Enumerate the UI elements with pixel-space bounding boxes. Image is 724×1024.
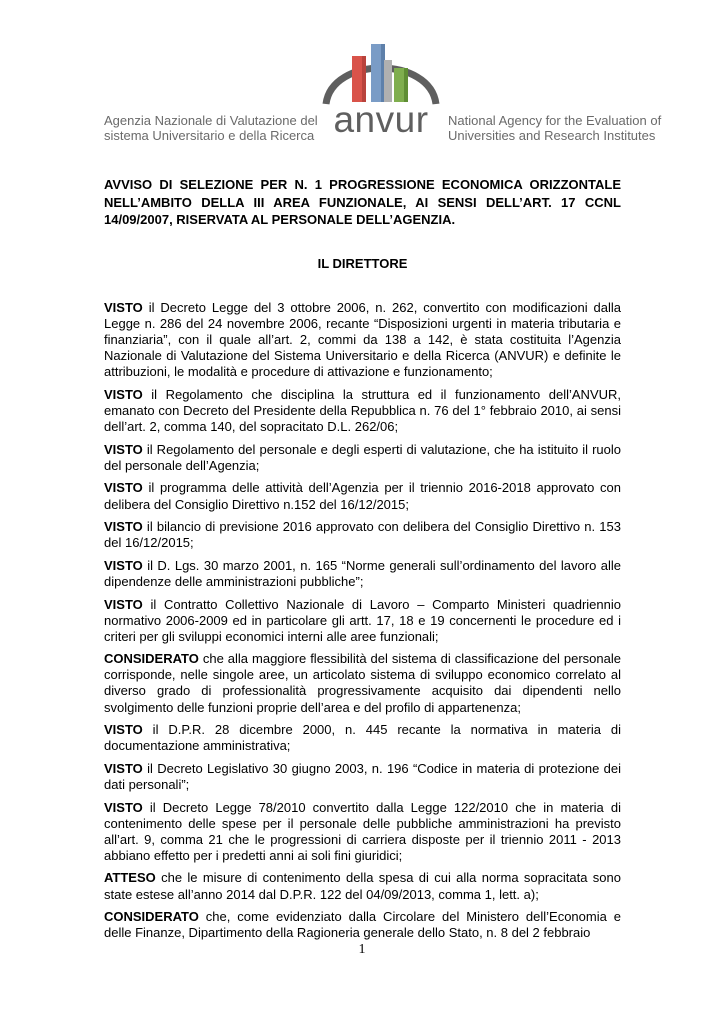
paragraph-lead: VISTO	[104, 596, 143, 612]
paragraph-text: il Decreto Legislativo 30 giugno 2003, n. 196 “Codice in materia di protezione dei dati personali”;	[104, 760, 621, 792]
paragraph-text: il Regolamento che disciplina la struttura ed il funzionamento dell’ANVUR, emanato con Decreto del Presidente della Repubblica n. 76 del 1° febbraio 2010, ai sensi dell’art. 2, comma 140, del sopracitato D.L. 262/06;	[104, 386, 621, 435]
page-number: 1	[358, 942, 366, 957]
paragraph-text: il bilancio di previsione 2016 approvato con delibera del Consiglio Direttivo n. 153 del 16/12/2015;	[104, 519, 621, 551]
paragraph	[104, 300, 621, 380]
paragraph-text: il D. Lgs. 30 marzo 2001, n. 165 “Norme generali sull’ordinamento del lavoro alle dipendenze delle amministrazioni pubbliche”;	[104, 557, 621, 589]
paragraph-lead: VISTO	[104, 760, 143, 776]
agency-en-line-1: National Agency for the Evaluation of	[448, 113, 662, 128]
section-heading: IL DIRETTORE	[317, 256, 408, 271]
logo-bar-red	[352, 56, 362, 102]
logo-bar-green-shade	[404, 68, 408, 102]
paragraph	[104, 519, 621, 551]
paragraph-lead: CONSIDERATO	[104, 909, 199, 925]
document-body	[104, 300, 621, 948]
paragraph-text: che, come evidenziato dalla Circolare del Ministero dell’Economia e delle Finanze, Dipartimento della Ragioneria generale dello Stato, n. 8 del 2 febbraio	[104, 909, 621, 941]
paragraph-lead: VISTO	[104, 799, 143, 815]
agency-it-line-1: Agenzia Nazionale di Valutazione del	[104, 113, 318, 128]
logo-bar-red-shade	[362, 56, 366, 102]
paragraph	[104, 442, 621, 474]
paragraph-text: il Decreto Legge del 3 ottobre 2006, n. 262, convertito con modificazioni dalla Legge n. 286 del 24 novembre 2006, recante “Disposizioni urgenti in materia tributaria e finanziaria”, con il quale all’art. 2, commi da 138 a 142, è stata costituita l’Agenzia Nazionale di Valutazione del Sistema Universitario e della Ricerca (ANVUR) e definite le attribuzioni, le modalità e procedure di attivazione e funzionamento;	[104, 300, 621, 380]
paragraph	[104, 558, 621, 590]
paragraph	[104, 761, 621, 793]
paragraph	[104, 651, 621, 715]
paragraph	[104, 722, 621, 754]
paragraph	[104, 909, 621, 941]
paragraph-lead: VISTO	[104, 722, 143, 738]
paragraph-lead: VISTO	[104, 557, 143, 573]
paragraph-lead: VISTO	[104, 480, 143, 496]
logo-bar-gray	[384, 60, 392, 102]
agency-name-italian	[104, 113, 319, 143]
logo-bar-green	[394, 68, 404, 102]
paragraph-text: il Decreto Legge 78/2010 convertito dalla Legge 122/2010 che in materia di contenimento delle spese per il personale delle pubbliche amministrazioni ha previsto all’art. 9, comma 21 che le progressioni di carriera disposte per il triennio 2011 - 2013 abbiano effetto per i predetti anni ai soli fini giuridici;	[104, 799, 621, 863]
paragraph-lead: ATTESO	[104, 870, 156, 886]
paragraph-text: che le misure di contenimento della spesa di cui alla norma sopracitata sono state estese all’anno 2014 dal D.P.R. 122 del 04/09/2013, comma 1, lett. a);	[104, 870, 621, 902]
paragraph-text: il Regolamento del personale e degli esperti di valutazione, che ha istituito il ruolo del personale dell’Agenzia;	[104, 441, 621, 473]
paragraph-text: il Contratto Collettivo Nazionale di Lavoro – Comparto Ministeri quadriennio normativo 2006-2009 ed in particolare gli artt. 17, 18 e 19 concernenti le procedure ed i criteri per gli sviluppi economici interni alle aree funzionali;	[104, 596, 621, 644]
paragraph	[104, 387, 621, 435]
document-title: AVVISO DI SELEZIONE PER N. 1 PROGRESSIONE ECONOMICA ORIZZONTALE NELL’AMBITO DELLA III AREA FUNZIONALE, AI SENSI DELL’ART. 17 CCNL 14/09/2007, RISERVATA AL PERSONALE DELL’AGENZIA.	[104, 177, 621, 227]
agency-name-english	[448, 113, 668, 143]
agency-en-line-2: Universities and Research Institutes	[448, 128, 656, 143]
paragraph-text: il D.P.R. 28 dicembre 2000, n. 445 recante la normativa in materia di documentazione amministrativa;	[104, 722, 621, 754]
document-header	[0, 0, 724, 160]
logo-bar-blue	[371, 44, 381, 102]
paragraph	[104, 800, 621, 864]
paragraph	[104, 597, 621, 645]
logo-wordmark: anvur	[333, 99, 429, 140]
paragraph-lead: VISTO	[104, 441, 143, 457]
paragraph-lead: CONSIDERATO	[104, 651, 199, 667]
paragraph-lead: VISTO	[104, 300, 143, 315]
paragraph-text: che alla maggiore flessibilità del sistema di classificazione del personale corrisponde, nelle singole aree, un articolato sistema di sviluppo economico correlato al diverso grado di professionalità progressivamente acquisito dai dipendenti nello svolgimento delle funzioni proprie dell’area e del profilo di appartenenza;	[104, 651, 621, 715]
paragraph-text: il programma delle attività dell’Agenzia per il triennio 2016-2018 approvato con delibera del Consiglio Direttivo n.152 del 16/12/2015;	[104, 480, 621, 512]
paragraph-lead: VISTO	[104, 519, 143, 535]
paragraph	[104, 870, 621, 902]
agency-it-line-2: sistema Universitario e della Ricerca	[104, 128, 315, 143]
paragraph-lead: VISTO	[104, 386, 143, 402]
paragraph	[104, 480, 621, 512]
